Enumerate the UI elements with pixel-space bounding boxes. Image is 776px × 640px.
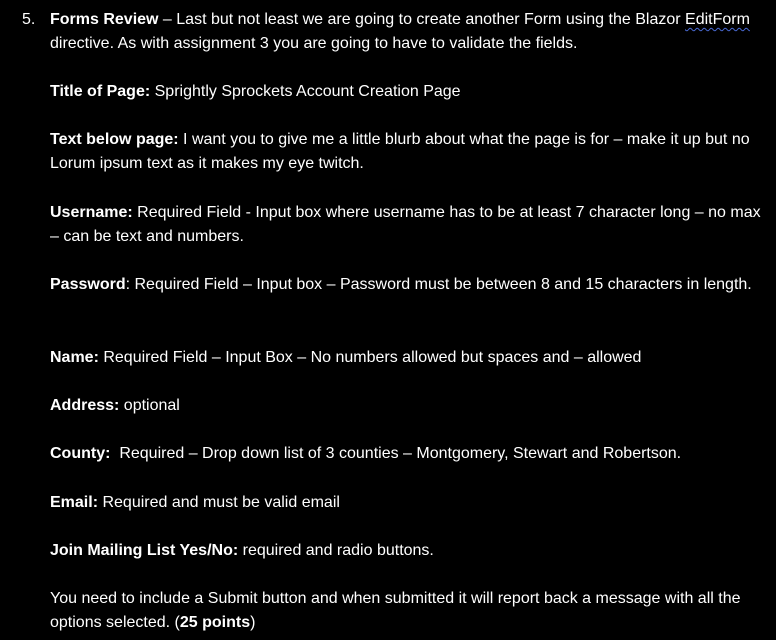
username-text: Required Field - Input box where username has to be at least 7 character long – no max – can be text and numbers. <box>50 204 761 245</box>
name-label: Name: <box>50 349 99 366</box>
intro-text-part1: – Last but not least we are going to create another Form using the Blazor <box>158 11 686 28</box>
text-below-page-text: I want you to give me a little blurb about what the page is for – make it up but no Lorum ipsum text as it makes my eye twitch. <box>50 131 750 172</box>
mailing-list-label: Join Mailing List Yes/No: <box>50 542 239 559</box>
title-of-page-text: Sprightly Sprockets Account Creation Page <box>150 83 461 100</box>
county-text: Required – Drop down list of 3 counties – Montgomery, Stewart and Robertson. <box>110 445 682 462</box>
password-text: : Required Field – Input box – Password must be between 8 and 15 characters in length. <box>125 276 752 293</box>
county-paragraph <box>50 442 770 466</box>
text-below-page-paragraph <box>50 128 770 176</box>
mailing-list-paragraph <box>50 539 770 563</box>
county-label: County: <box>50 445 111 462</box>
password-label: Password <box>50 276 126 293</box>
email-paragraph <box>50 491 770 515</box>
closing-text: You need to include a Submit button and when submitted it will report back a message with all the options selected. ( <box>50 590 741 631</box>
list-item-number: 5. <box>22 11 36 28</box>
address-label: Address: <box>50 397 120 414</box>
password-paragraph <box>50 273 770 297</box>
text-below-page-label: Text below page: <box>50 131 179 148</box>
address-paragraph <box>50 394 770 418</box>
name-paragraph <box>50 346 770 370</box>
title-of-page-paragraph <box>50 80 770 104</box>
mailing-list-text: required and radio buttons. <box>238 542 434 559</box>
closing-paragraph <box>50 587 770 635</box>
username-paragraph <box>50 201 770 249</box>
username-label: Username: <box>50 204 133 221</box>
intro-paragraph <box>50 8 770 56</box>
address-text: optional <box>119 397 180 414</box>
email-text: Required and must be valid email <box>98 494 340 511</box>
title-of-page-label: Title of Page: <box>50 83 151 100</box>
forms-review-heading: Forms Review <box>50 11 159 28</box>
intro-text-part2: directive. As with assignment 3 you are going to have to validate the fields. <box>50 35 578 52</box>
closing-end: ) <box>250 614 256 631</box>
email-label: Email: <box>50 494 99 511</box>
points-value: 25 points <box>179 614 251 631</box>
editform-word: EditForm <box>685 11 750 28</box>
name-text: Required Field – Input Box – No numbers allowed but spaces and – allowed <box>98 349 642 366</box>
